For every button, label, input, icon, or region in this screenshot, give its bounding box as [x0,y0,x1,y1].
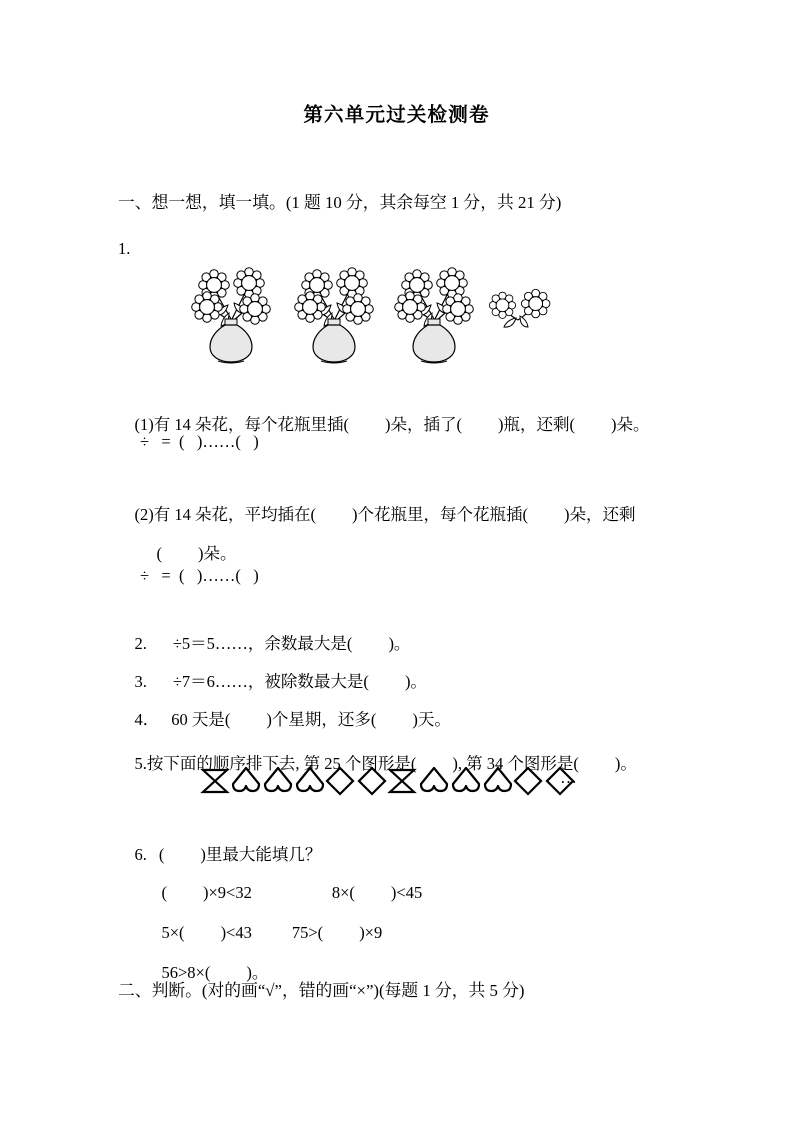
section-heading-one: 一、想一想，填一填。(1 题 10 分，其余每空 1 分，共 21 分) [118,193,562,212]
question-3-number: 3. [134,672,147,691]
q5-text-a: 按下面的顺序排下去, 第 25 个图形是( [146,754,417,773]
q4-text-b: )个星期，还多( [266,710,377,729]
q1-p2-text-a: 有 14 朵花，平均插在( [153,505,316,524]
q1-p2-line2-a: ( [156,544,162,563]
q6-r2-left-b: )<43 [220,923,252,942]
question-2-number: 2. [134,634,147,653]
shape-9-heart [453,768,479,791]
question-1-part-2-equation[interactable]: ÷ = ( )……( ) [140,566,259,585]
q6-r2-left-a: 5×( [161,923,185,942]
shape-2-heart [233,768,259,791]
q6-r1-right-a: 8×( [331,883,355,902]
q5-text-b: ), 第 34 个图形是( [452,754,579,773]
shape-7-bowtie [390,770,414,792]
q5-text-c: )。 [614,754,637,773]
q6-r1-left-a: ( [161,883,167,902]
q1-p1-text-a: 有 14 朵花，每个花瓶里插( [153,415,349,434]
q4-text-c: )天。 [412,710,451,729]
shape-pattern-sequence [198,764,598,798]
q3-text-b: )。 [404,672,427,691]
q4-text-a: 60 天是( [171,710,231,729]
section-heading-two: 二、判断。(对的画“√”，错的画“×”)(每题 1 分，共 5 分) [118,981,525,1000]
q1-p2-text-c: )朵，还剩 [564,505,636,524]
question-1-part-1-equation[interactable]: ÷ = ( )……( ) [140,432,259,451]
question-4-number: 4． [134,710,160,729]
q2-text-b: )。 [388,634,411,653]
shape-11-diamond [515,768,541,794]
shape-sequence-ellipsis: … [560,768,579,787]
question-1-number: 1. [118,239,131,258]
q6-r1-left-b: )×9<32 [203,883,252,902]
vase-3 [395,268,474,363]
question-5-number: 5. [134,754,147,773]
loose-flowers [489,289,550,327]
q1-p1-text-c: )瓶，还剩( [498,415,575,434]
q6-r3-left-a: 56>8×( [161,963,211,982]
q6-r3-left-b: )。 [246,963,269,982]
q1-p1-text-b: )朵，插了( [385,415,462,434]
q6-r2-right-a: 75>( [291,923,324,942]
question-6-number: 6. [134,845,147,864]
q6-prompt-b: )里最大能填几？ [200,845,322,864]
shape-10-heart [485,768,511,791]
q6-r2-right-b: )×9 [359,923,383,942]
q2-text-a: ÷5＝5……，余数最大是( [172,634,353,653]
shape-4-heart [297,768,323,791]
shape-1-bowtie [203,770,227,792]
shape-5-diamond [327,768,353,794]
page-title: 第六单元过关检测卷 [303,105,490,126]
q1-p1-label: (1) [134,415,154,434]
q1-p2-text-b: )个花瓶里，每个花瓶插( [352,505,528,524]
q3-text-a: ÷7＝6……，被除数最大是( [172,672,369,691]
flowers-in-vases-illustration [186,258,566,370]
q6-prompt-a: ( [158,845,165,864]
shape-8-heart [421,768,447,791]
shape-6-diamond [359,768,385,794]
shape-3-heart [265,768,291,791]
q6-r1-right-b: )<45 [390,883,423,902]
vase-1 [192,268,271,363]
q1-p1-text-d: )朵。 [611,415,650,434]
q1-p2-line2-b: )朵。 [198,544,237,563]
q1-p2-label: (2) [134,505,154,524]
vase-2 [295,268,374,363]
